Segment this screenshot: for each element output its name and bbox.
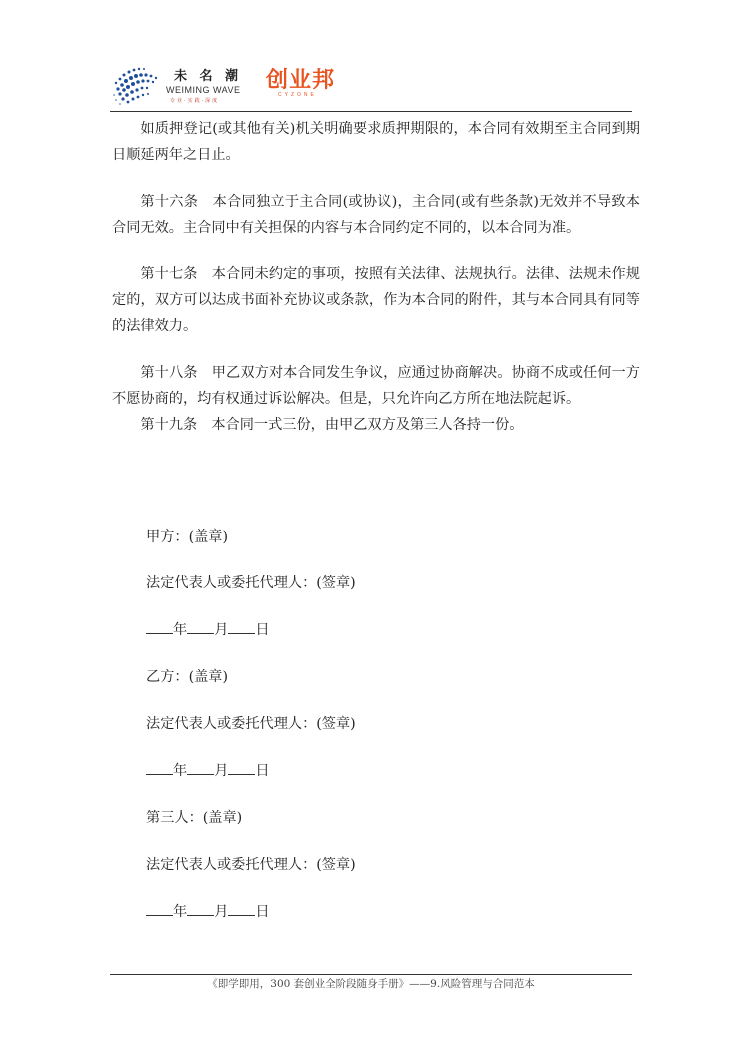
wave-dots-icon <box>110 59 166 107</box>
party-a-seal: 甲方：(盖章) <box>146 529 229 545</box>
day-label: 日 <box>255 763 270 779</box>
year-blank[interactable] <box>146 903 173 916</box>
party-a-date <box>146 620 270 640</box>
paragraph-validity: 如质押登记(或其他有关)机关明确要求质押期限的，本合同有效期至主合同到期日顺延两年之日止。 <box>112 121 640 163</box>
brand-slogan: 专业·实践·深度 <box>170 98 220 104</box>
third-party-date <box>146 902 270 922</box>
brand-name-cn: 未 名 潮 <box>174 69 243 84</box>
day-label: 日 <box>255 622 270 638</box>
brand-name-en: WEIMING WAVE <box>166 85 241 95</box>
year-blank[interactable] <box>146 762 173 775</box>
paragraph-article-17: 第十七条 本合同未约定的事项，按照有关法律、法规执行。法律、法规未作规定的，双方可以达成书面补充协议或条款，作为本合同的附件，其与本合同具有同等的法律效力。 <box>112 266 640 334</box>
month-blank[interactable] <box>187 903 214 916</box>
page-footer: 《即学即用，300 套创业全阶段随身手册》——9.风险管理与合同范本 <box>207 978 535 990</box>
cyzone-logo <box>266 63 346 107</box>
party-a-representative: 法定代表人或委托代理人：(签章) <box>146 575 356 591</box>
footer-divider <box>110 974 632 975</box>
header-divider <box>110 111 632 112</box>
day-blank[interactable] <box>228 762 255 775</box>
paragraph-article-18: 第十八条 甲乙双方对本合同发生争议，应通过协商解决。协商不成或任何一方不愿协商的，均有权通过诉讼解决。但是，只允许向乙方所在地法院起诉。 <box>112 365 640 407</box>
third-party-representative: 法定代表人或委托代理人：(签章) <box>146 857 356 873</box>
party-b-seal: 乙方：(盖章) <box>146 669 229 685</box>
year-label: 年 <box>173 622 188 638</box>
cyzone-name-cn: 创业邦 <box>266 68 336 93</box>
month-blank[interactable] <box>187 762 214 775</box>
third-party-seal: 第三人：(盖章) <box>146 810 243 826</box>
day-blank[interactable] <box>228 903 255 916</box>
party-b-date <box>146 761 270 781</box>
month-label: 月 <box>214 904 229 920</box>
month-label: 月 <box>214 763 229 779</box>
day-label: 日 <box>255 904 270 920</box>
weiming-wave-logo <box>110 59 260 107</box>
year-label: 年 <box>173 763 188 779</box>
contract-body <box>112 116 640 438</box>
year-label: 年 <box>173 904 188 920</box>
month-blank[interactable] <box>187 621 214 634</box>
party-b-representative: 法定代表人或委托代理人：(签章) <box>146 716 356 732</box>
day-blank[interactable] <box>228 621 255 634</box>
year-blank[interactable] <box>146 621 173 634</box>
paragraph-article-19: 第十九条 本合同一式三份，由甲乙双方及第三人各持一份。 <box>140 417 524 433</box>
paragraph-article-16: 第十六条 本合同独立于主合同(或协议)，主合同(或有些条款)无效并不导致本合同无效。主合同中有关担保的内容与本合同约定不同的，以本合同为准。 <box>112 194 640 236</box>
month-label: 月 <box>214 622 229 638</box>
cyzone-name-en: CYZONE <box>278 92 317 98</box>
page-header <box>110 55 632 113</box>
